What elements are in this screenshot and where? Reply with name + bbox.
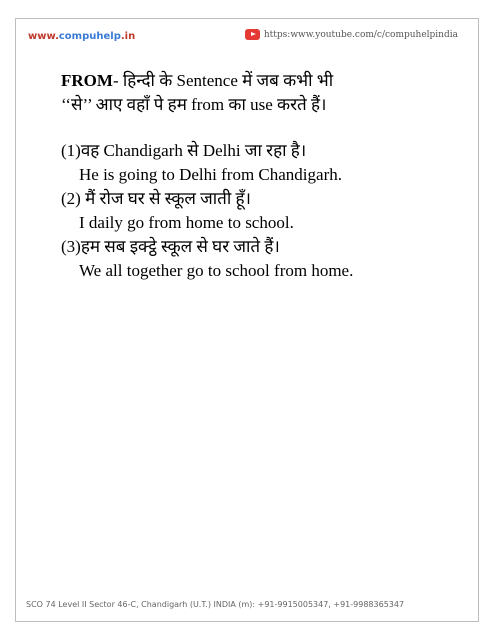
example-hindi: (1)वह Chandigarh से Delhi जा रहा है। [61, 141, 307, 160]
example-3 [61, 235, 470, 283]
page-footer: SCO 74 Level II Sector 46-C, Chandigarh (U.T.) INDIA (m): +91-9915005347, +91-9988365347 [26, 600, 405, 609]
example-english: We all together go to school from home. [79, 261, 354, 280]
example-english: I daily go from home to school. [79, 213, 294, 232]
intro-line-1 [61, 69, 470, 93]
site-brand: compuhelp [58, 31, 121, 42]
youtube-play-icon [245, 29, 260, 40]
website-link[interactable] [28, 31, 135, 42]
example-hindi: (2) मैं रोज घर से स्कूल जाती हूँ। [61, 189, 251, 208]
intro-paragraph [61, 69, 470, 117]
youtube-link[interactable] [245, 29, 458, 40]
site-suffix: .in [120, 31, 136, 42]
intro-keyword: FROM [61, 71, 113, 90]
youtube-url: https:www.youtube.com/c/compuhelpindia [263, 29, 458, 40]
example-2 [61, 187, 470, 235]
lesson-content [61, 69, 470, 283]
example-english: He is going to Delhi from Chandigarh. [79, 165, 342, 184]
example-1 [61, 139, 470, 187]
document-page [15, 18, 479, 622]
intro-line-1-text: - हिन्दी के Sentence में जब कभी भी [112, 71, 334, 90]
example-hindi: (3)हम सब इक्ट्ठे स्कूल से घर जाते हैं। [61, 237, 280, 256]
intro-line-2: ‘‘से’’ आए वहाँ पे हम from का use करते हैं। [61, 95, 327, 114]
site-prefix: www. [28, 31, 59, 42]
page-header [28, 29, 466, 47]
